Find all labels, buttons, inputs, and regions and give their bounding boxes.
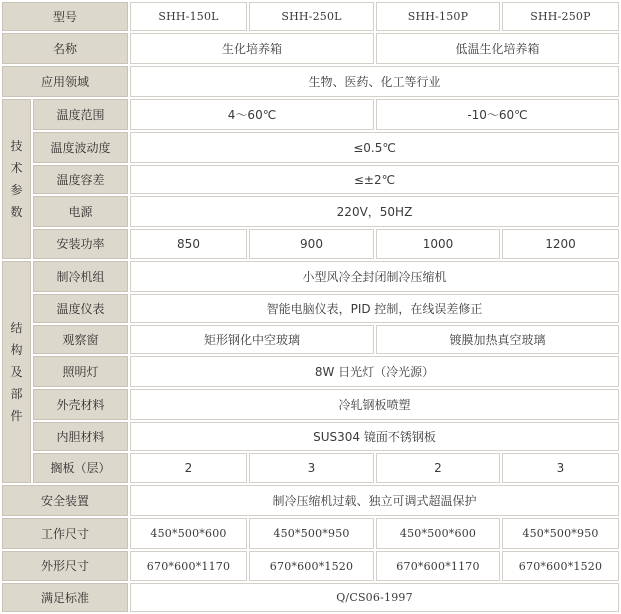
work-size-value-2: 450*500*950 [249,518,374,549]
structure-char-2: 构 [10,343,23,357]
safety-value: 制冷压缩机过载、独立可调式超温保护 [130,485,619,516]
temp-fluctuation-label: 温度波动度 [33,132,128,163]
install-power-value-2: 900 [249,229,374,259]
outer-size-value-1: 670*600*1170 [130,551,247,581]
tech-char-1: 技 [10,139,23,153]
temp-range-value-2: -10～60℃ [376,99,619,130]
tech-char-3: 参 [10,183,23,197]
temp-range-value-1: 4～60℃ [130,99,374,130]
refrigeration-value: 小型风冷全封闭制冷压缩机 [130,261,619,292]
window-value-1: 矩形钢化中空玻璃 [130,325,374,354]
power-label: 电源 [33,196,128,227]
structure-char-4: 部 [10,387,23,401]
standard-label: 满足标准 [2,583,128,612]
temp-range-label: 温度范围 [33,99,128,130]
temp-tolerance-label: 温度容差 [33,165,128,194]
install-power-value-4: 1200 [502,229,619,259]
window-label: 观察窗 [33,325,128,354]
outer-size-label: 外形尺寸 [2,551,128,581]
temp-fluctuation-value: ≤0.5℃ [130,132,619,163]
model-cell-4: SHH-250P [502,2,619,31]
structure-group-label [2,261,31,483]
work-size-value-4: 450*500*950 [502,518,619,549]
lighting-value: 8W 日光灯（冷光源） [130,356,619,387]
temp-instrument-value: 智能电脑仪表，PID 控制，在线误差修正 [130,294,619,323]
shelves-value-4: 3 [502,453,619,483]
temp-tolerance-value: ≤±2℃ [130,165,619,194]
shelves-value-1: 2 [130,453,247,483]
tech-char-2: 术 [10,161,23,175]
work-size-value-3: 450*500*600 [376,518,500,549]
name-label: 名称 [2,33,128,64]
window-value-2: 镀膜加热真空玻璃 [376,325,619,354]
shell-label: 外壳材料 [33,389,128,420]
outer-size-value-2: 670*600*1520 [249,551,374,581]
model-cell-1: SHH-150L [130,2,247,31]
tech-char-4: 数 [10,205,23,219]
name-value-1: 生化培养箱 [130,33,374,64]
tech-params-group-label [2,99,31,259]
structure-char-3: 及 [10,365,23,379]
install-power-value-1: 850 [130,229,247,259]
standard-value: Q/CS06-1997 [130,583,619,612]
model-label: 型号 [2,2,128,31]
structure-char-1: 结 [10,321,23,335]
shelves-value-3: 2 [376,453,500,483]
work-size-value-1: 450*500*600 [130,518,247,549]
install-power-label: 安装功率 [33,229,128,259]
model-cell-2: SHH-250L [249,2,374,31]
refrigeration-label: 制冷机组 [33,261,128,292]
liner-label: 内胆材料 [33,422,128,451]
safety-label: 安全装置 [2,485,128,516]
temp-instrument-label: 温度仪表 [33,294,128,323]
work-size-label: 工作尺寸 [2,518,128,549]
outer-size-value-4: 670*600*1520 [502,551,619,581]
shell-value: 冷轧钢板喷塑 [130,389,619,420]
shelves-label: 搁板（层） [33,453,128,483]
shelves-value-2: 3 [249,453,374,483]
install-power-value-3: 1000 [376,229,500,259]
name-value-2: 低温生化培养箱 [376,33,619,64]
structure-char-5: 件 [10,409,23,423]
application-label: 应用领域 [2,66,128,97]
lighting-label: 照明灯 [33,356,128,387]
model-cell-3: SHH-150P [376,2,500,31]
outer-size-value-3: 670*600*1170 [376,551,500,581]
application-value: 生物、医药、化工等行业 [130,66,619,97]
liner-value: SUS304 镜面不锈钢板 [130,422,619,451]
power-value: 220V，50HZ [130,196,619,227]
